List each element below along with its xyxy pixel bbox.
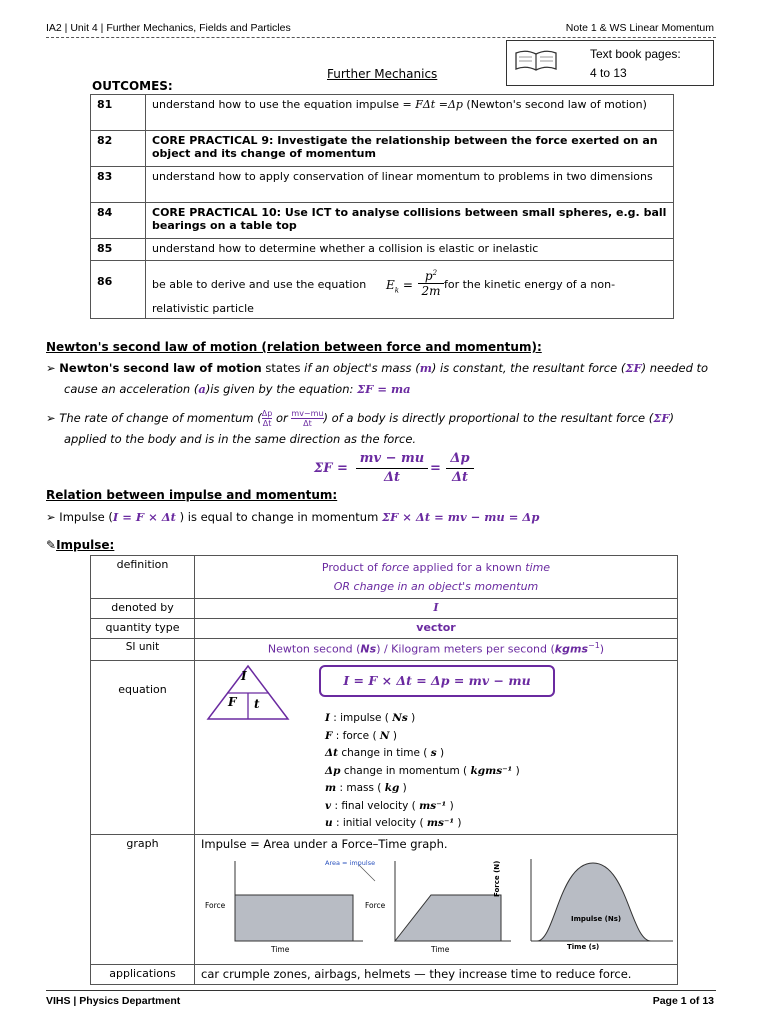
outcome-text: understand how to apply conservation of linear momentum to problems in two dimensions	[146, 167, 674, 203]
graph-cell	[195, 835, 678, 965]
outcome-row	[91, 131, 674, 167]
legend-item: u : initial velocity ( ms⁻¹ )	[325, 817, 462, 829]
footer-left: VIHS | Physics Department	[46, 995, 181, 1007]
graph1-x-label: Time	[271, 945, 290, 954]
header-divider	[46, 37, 716, 38]
outcome-text: understand how to determine whether a collision is elastic or inelastic	[146, 239, 674, 261]
row-label: graph	[91, 835, 195, 965]
graph2-x-label: Time	[431, 945, 450, 954]
textbook-label: Text book pages:	[590, 47, 681, 61]
outcome-row	[91, 239, 674, 261]
quantity-value: vector	[195, 619, 678, 639]
graph2-y-label: Force	[365, 901, 386, 910]
outcome-text: understand how to use the equation impulse = FΔt =Δp (Newton's second law of motion)	[146, 95, 674, 131]
impulse-relation-bullet: ➢ Impulse (I = F × Δt ) is equal to change in momentum ΣF × Δt = mv − mu = Δp	[46, 510, 540, 524]
symbol-legend	[325, 710, 520, 833]
triangle-label-time: t	[254, 697, 260, 711]
outcomes-table	[90, 94, 674, 319]
textbook-pages: 4 to 13	[590, 66, 627, 80]
outcome-number: 85	[91, 239, 146, 261]
impulse-row-graph	[91, 835, 678, 965]
row-label: SI unit	[91, 639, 195, 661]
newton-heading: Newton's second law of motion (relation between force and momentum):	[46, 340, 542, 354]
graph3-y-label: Force (N)	[493, 860, 501, 897]
impulse-relation-heading: Relation between impulse and momentum:	[46, 488, 338, 502]
outcome-number: 84	[91, 203, 146, 239]
outcome-row	[91, 95, 674, 131]
triangle-label-force: F	[228, 695, 237, 709]
row-label: applications	[91, 965, 195, 985]
book-icon	[513, 47, 559, 73]
legend-item: I : impulse ( Ns )	[325, 712, 416, 724]
outcome-row	[91, 203, 674, 239]
textbook-box	[506, 40, 714, 86]
denoted-value: I	[195, 599, 678, 619]
equation-cell	[195, 661, 678, 835]
arrow-bullet-icon: ➢	[46, 361, 56, 375]
legend-item: F : force ( N )	[325, 729, 397, 742]
graph3-x-label: Time (s)	[567, 943, 600, 951]
legend-item: m : mass ( kg )	[325, 782, 407, 794]
impulse-table	[90, 555, 678, 985]
legend-item: v : final velocity ( ms⁻¹ )	[325, 799, 454, 812]
si-unit-value: Newton second (Ns) / Kilogram meters per second (kgms$^{-1}$)	[195, 639, 678, 661]
footer-divider	[46, 990, 716, 991]
header-left: IA2 | Unit 4 | Further Mechanics, Fields and Particles	[46, 22, 291, 34]
impulse-row-definition	[91, 556, 678, 599]
outcome-number: 82	[91, 131, 146, 167]
impulse-row-equation	[91, 661, 678, 835]
row-label: quantity type	[91, 619, 195, 639]
impulse-row-denoted	[91, 599, 678, 619]
newton-bullet-2: ➢ The rate of change of momentum ( $\frac{\Delta p}{\Delta t}$ or $\frac{mv-mu}{\Delta t}$) of a body is directly proportional to the resultant force (ΣF) applied to the body and is in the same direction as the force.	[46, 409, 675, 446]
outcome-number: 86	[91, 261, 146, 319]
impulse-row-quantity	[91, 619, 678, 639]
footer-page-number: Page 1 of 13	[652, 995, 714, 1007]
graph2-note: Area = impulse	[325, 859, 376, 867]
arrow-bullet-icon: ➢	[46, 510, 56, 524]
impulse-triangle-diagram	[205, 663, 291, 723]
pencil-icon: ✎	[46, 538, 57, 552]
header-right: Note 1 & WS Linear Momentum	[565, 22, 714, 34]
row-label: definition	[91, 556, 195, 599]
definition-text: Product of force applied for a known time OR change in an object's momentum	[195, 556, 678, 599]
outcome-row	[91, 261, 674, 319]
row-label: denoted by	[91, 599, 195, 619]
page-title: Further Mechanics	[327, 67, 438, 81]
impulse-row-si-unit	[91, 639, 678, 661]
outcome-number: 83	[91, 167, 146, 203]
applications-text: car crumple zones, airbags, helmets — they increase time to reduce force.	[195, 965, 678, 985]
triangle-label-impulse: I	[241, 669, 247, 683]
outcomes-label: OUTCOMES:	[92, 79, 173, 93]
arrow-bullet-icon: ➢	[46, 411, 56, 425]
newton-bullet-1: ➢ Newton's second law of motion states if an object's mass (m) is constant, the resultant force (ΣF) needed to cause an acceleration (a)is given by the equation: ΣF = ma	[46, 361, 709, 396]
impulse-heading: ✎Impulse:	[46, 538, 115, 552]
impulse-main-equation: I = F × Δt = Δp = mv − mu	[319, 665, 555, 697]
row-label: equation	[91, 661, 195, 835]
graph-caption: Impulse = Area under a Force–Time graph.	[201, 837, 448, 851]
legend-item: Δt change in time ( s )	[325, 747, 445, 759]
outcome-text: CORE PRACTICAL 10: Use ICT to analyse collisions between small spheres, e.g. ball bearings on a table top	[146, 203, 674, 239]
outcome-text: CORE PRACTICAL 9: Investigate the relationship between the force exerted on an object and its change of momentum	[146, 131, 674, 167]
outcome-row	[91, 167, 674, 203]
impulse-equation: FΔt =Δp	[415, 98, 463, 111]
outcome-text: be able to derive and use the equation $E_k$ = $p^2$ 2m for the kinetic energy of a non- relativistic particle	[146, 261, 674, 319]
graph3-area-label: Impulse (Ns)	[571, 915, 622, 923]
legend-item: Δp change in momentum ( kgms⁻¹ )	[325, 764, 520, 777]
outcome-number: 81	[91, 95, 146, 131]
graph1-y-label: Force	[205, 901, 226, 910]
newton-equation: ΣF = mv − mu Δt = Δp Δt	[314, 451, 484, 487]
impulse-row-applications	[91, 965, 678, 985]
